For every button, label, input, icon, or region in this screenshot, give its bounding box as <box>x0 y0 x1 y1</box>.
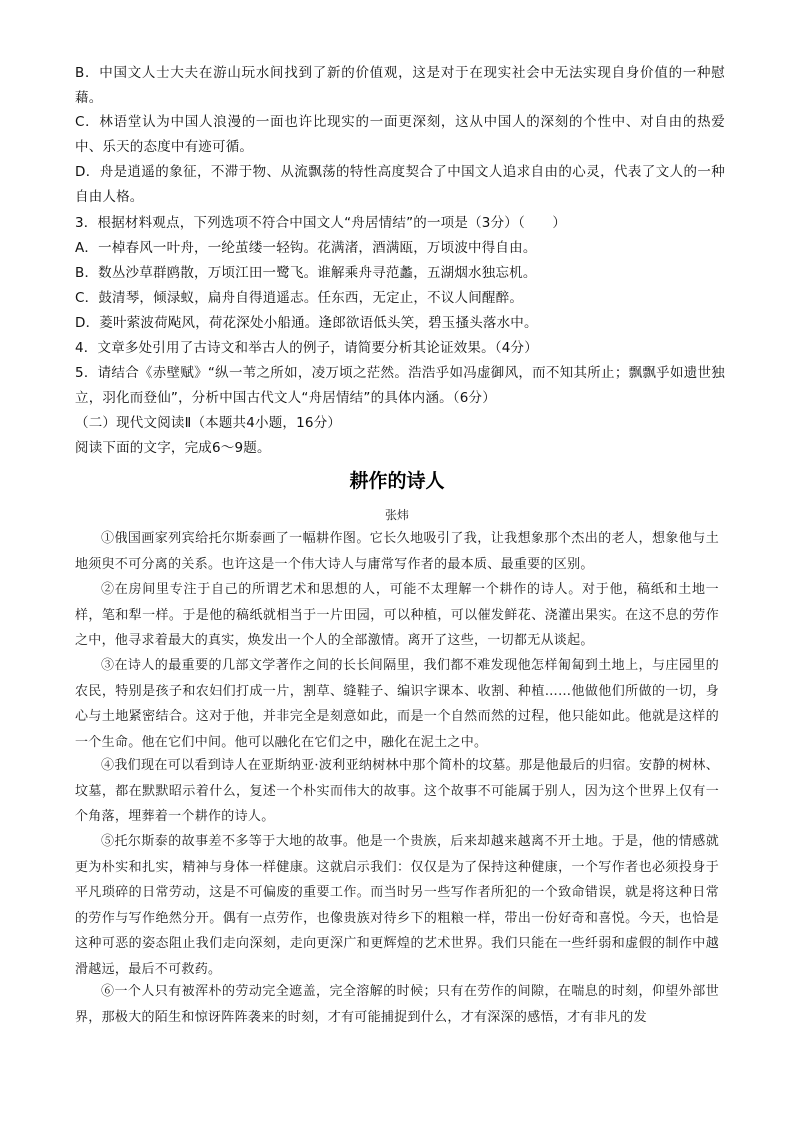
question-3-option-a: A．一棹春风一叶舟，一纶茧缕一轻钩。花满渚，酒满瓯，万顷波中得自由。 <box>75 240 537 256</box>
option-b: B．中国文人士大夫在游山玩水间找到了新的价值观，这是对于在现实社会中无法实现自身价值的一种慰藉。 <box>75 65 725 106</box>
question-4: 4．文章多处引用了古诗文和举古人的例子，请简要分析其论证效果。（4分） <box>75 340 538 356</box>
article-paragraph-5: ⑤托尔斯泰的故事差不多等于大地的故事。他是一个贵族，后来却越来越离不开土地。于是，他的情感就更为朴实和扎实，精神与身体一样健康。这就启示我们：仅仅是为了保持这种健康，一个写作者也必须投身于平凡琐碎的日常劳动，这是不可偏废的重要工作。而当时另一些写作者所犯的一个致命错误，就是将这种日常的劳作与写作绝然分开。偶有一点劳作，也像贵族对待乡下的粗粮一样，带出一份好奇和喜悦。今天，也恰是这种可恶的姿态阻止我们走向深刻，走向更深广和更辉煌的艺术世界。我们只能在一些纤弱和虚假的制作中越滑越远，最后不可救药。 <box>75 834 719 977</box>
reading-instruction: 阅读下面的文字，完成6～9题。 <box>75 440 271 456</box>
article-paragraph-6: ⑥一个人只有被浑朴的劳动完全遮盖，完全溶解的时候；只有在劳作的间隙，在喘息的时刻，仰望外部世界，那极大的陌生和惊讶阵阵袭来的时刻，才有可能捕捉到什么，才有深深的感悟，才有非凡的发 <box>75 984 719 1025</box>
question-3-option-d: D．菱叶萦波荷飐风，荷花深处小船通。逢郎欲语低头笑，碧玉搔头落水中。 <box>75 315 538 331</box>
article-title: 耕作的诗人 <box>349 470 445 492</box>
option-c: C．林语堂认为中国人浪漫的一面也许比现实的一面更深刻，这从中国人的深刻的个性中、对自由的热爱中、乐天的态度中有迹可循。 <box>75 114 725 155</box>
article-paragraph-3: ③在诗人的最重要的几部文学著作之间的长长间隔里，我们都不难发现他怎样匍匐到土地上，与庄园里的农民，特别是孩子和农妇们打成一片，割草、缝鞋子、编识字课本、收割、种植……他做他们所做的一切，身心与土地紧密结合。这对于他，并非完全是刻意如此，而是一个自然而然的过程，他只能如此。他就是这样的一个生命。他在它们中间。他可以融化在它们之中，融化在泥土之中。 <box>75 658 719 750</box>
section-heading: （二）现代文阅读Ⅱ（本题共4小题，16分） <box>75 415 342 431</box>
question-5: 5．请结合《赤壁赋》“纵一苇之所如，凌万顷之茫然。浩浩乎如冯虚御风，而不知其所止；飘飘乎如遗世独立，羽化而登仙”，分析中国古代文人“舟居情结”的具体内涵。（6分） <box>75 365 725 406</box>
article-paragraph-4: ④我们现在可以看到诗人在亚斯纳亚·波利亚纳树林中那个简朴的坟墓。那是他最后的归宿。安静的树林、坟墓，都在默默昭示着什么，复述一个朴实而伟大的故事。这个故事不可能属于别人，因为这个世界上仅有一个角落，埋葬着一个耕作的诗人。 <box>75 758 719 825</box>
option-d: D．舟是逍遥的象征，不滞于物、从流飘荡的特性高度契合了中国文人追求自由的心灵，代表了文人的一种自由人格。 <box>75 164 725 205</box>
question-3-option-b: B．数丛沙草群鸥散，万顷江田一鹭飞。谁解乘舟寻范蠡，五湖烟水独忘机。 <box>75 265 537 281</box>
article-paragraph-2: ②在房间里专注于自己的所谓艺术和思想的人，可能不太理解一个耕作的诗人。对于他，稿纸和土地一样，笔和犁一样。于是他的稿纸就相当于一片田园，可以种植，可以催发鲜花、浇灌出果实。在这不息的劳作之中，他寻求着最大的真实，焕发出一个人的全部激情。离开了这些，一切都无从谈起。 <box>75 582 719 649</box>
question-3-stem: 3．根据材料观点，下列选项不符合中国文人“舟居情结”的一项是（3分）（ ） <box>75 215 567 231</box>
question-3-option-c: C．鼓清琴，倾渌蚁，扁舟自得逍遥志。任东西，无定止，不议人间醒醉。 <box>75 290 524 306</box>
article-paragraph-1: ①俄国画家列宾给托尔斯泰画了一幅耕作图。它长久地吸引了我，让我想象那个杰出的老人，想象他与土地须臾不可分离的关系。也许这是一个伟大诗人与庸常写作者的最本质、最重要的区别。 <box>75 531 719 572</box>
article-author: 张炜 <box>384 508 409 522</box>
